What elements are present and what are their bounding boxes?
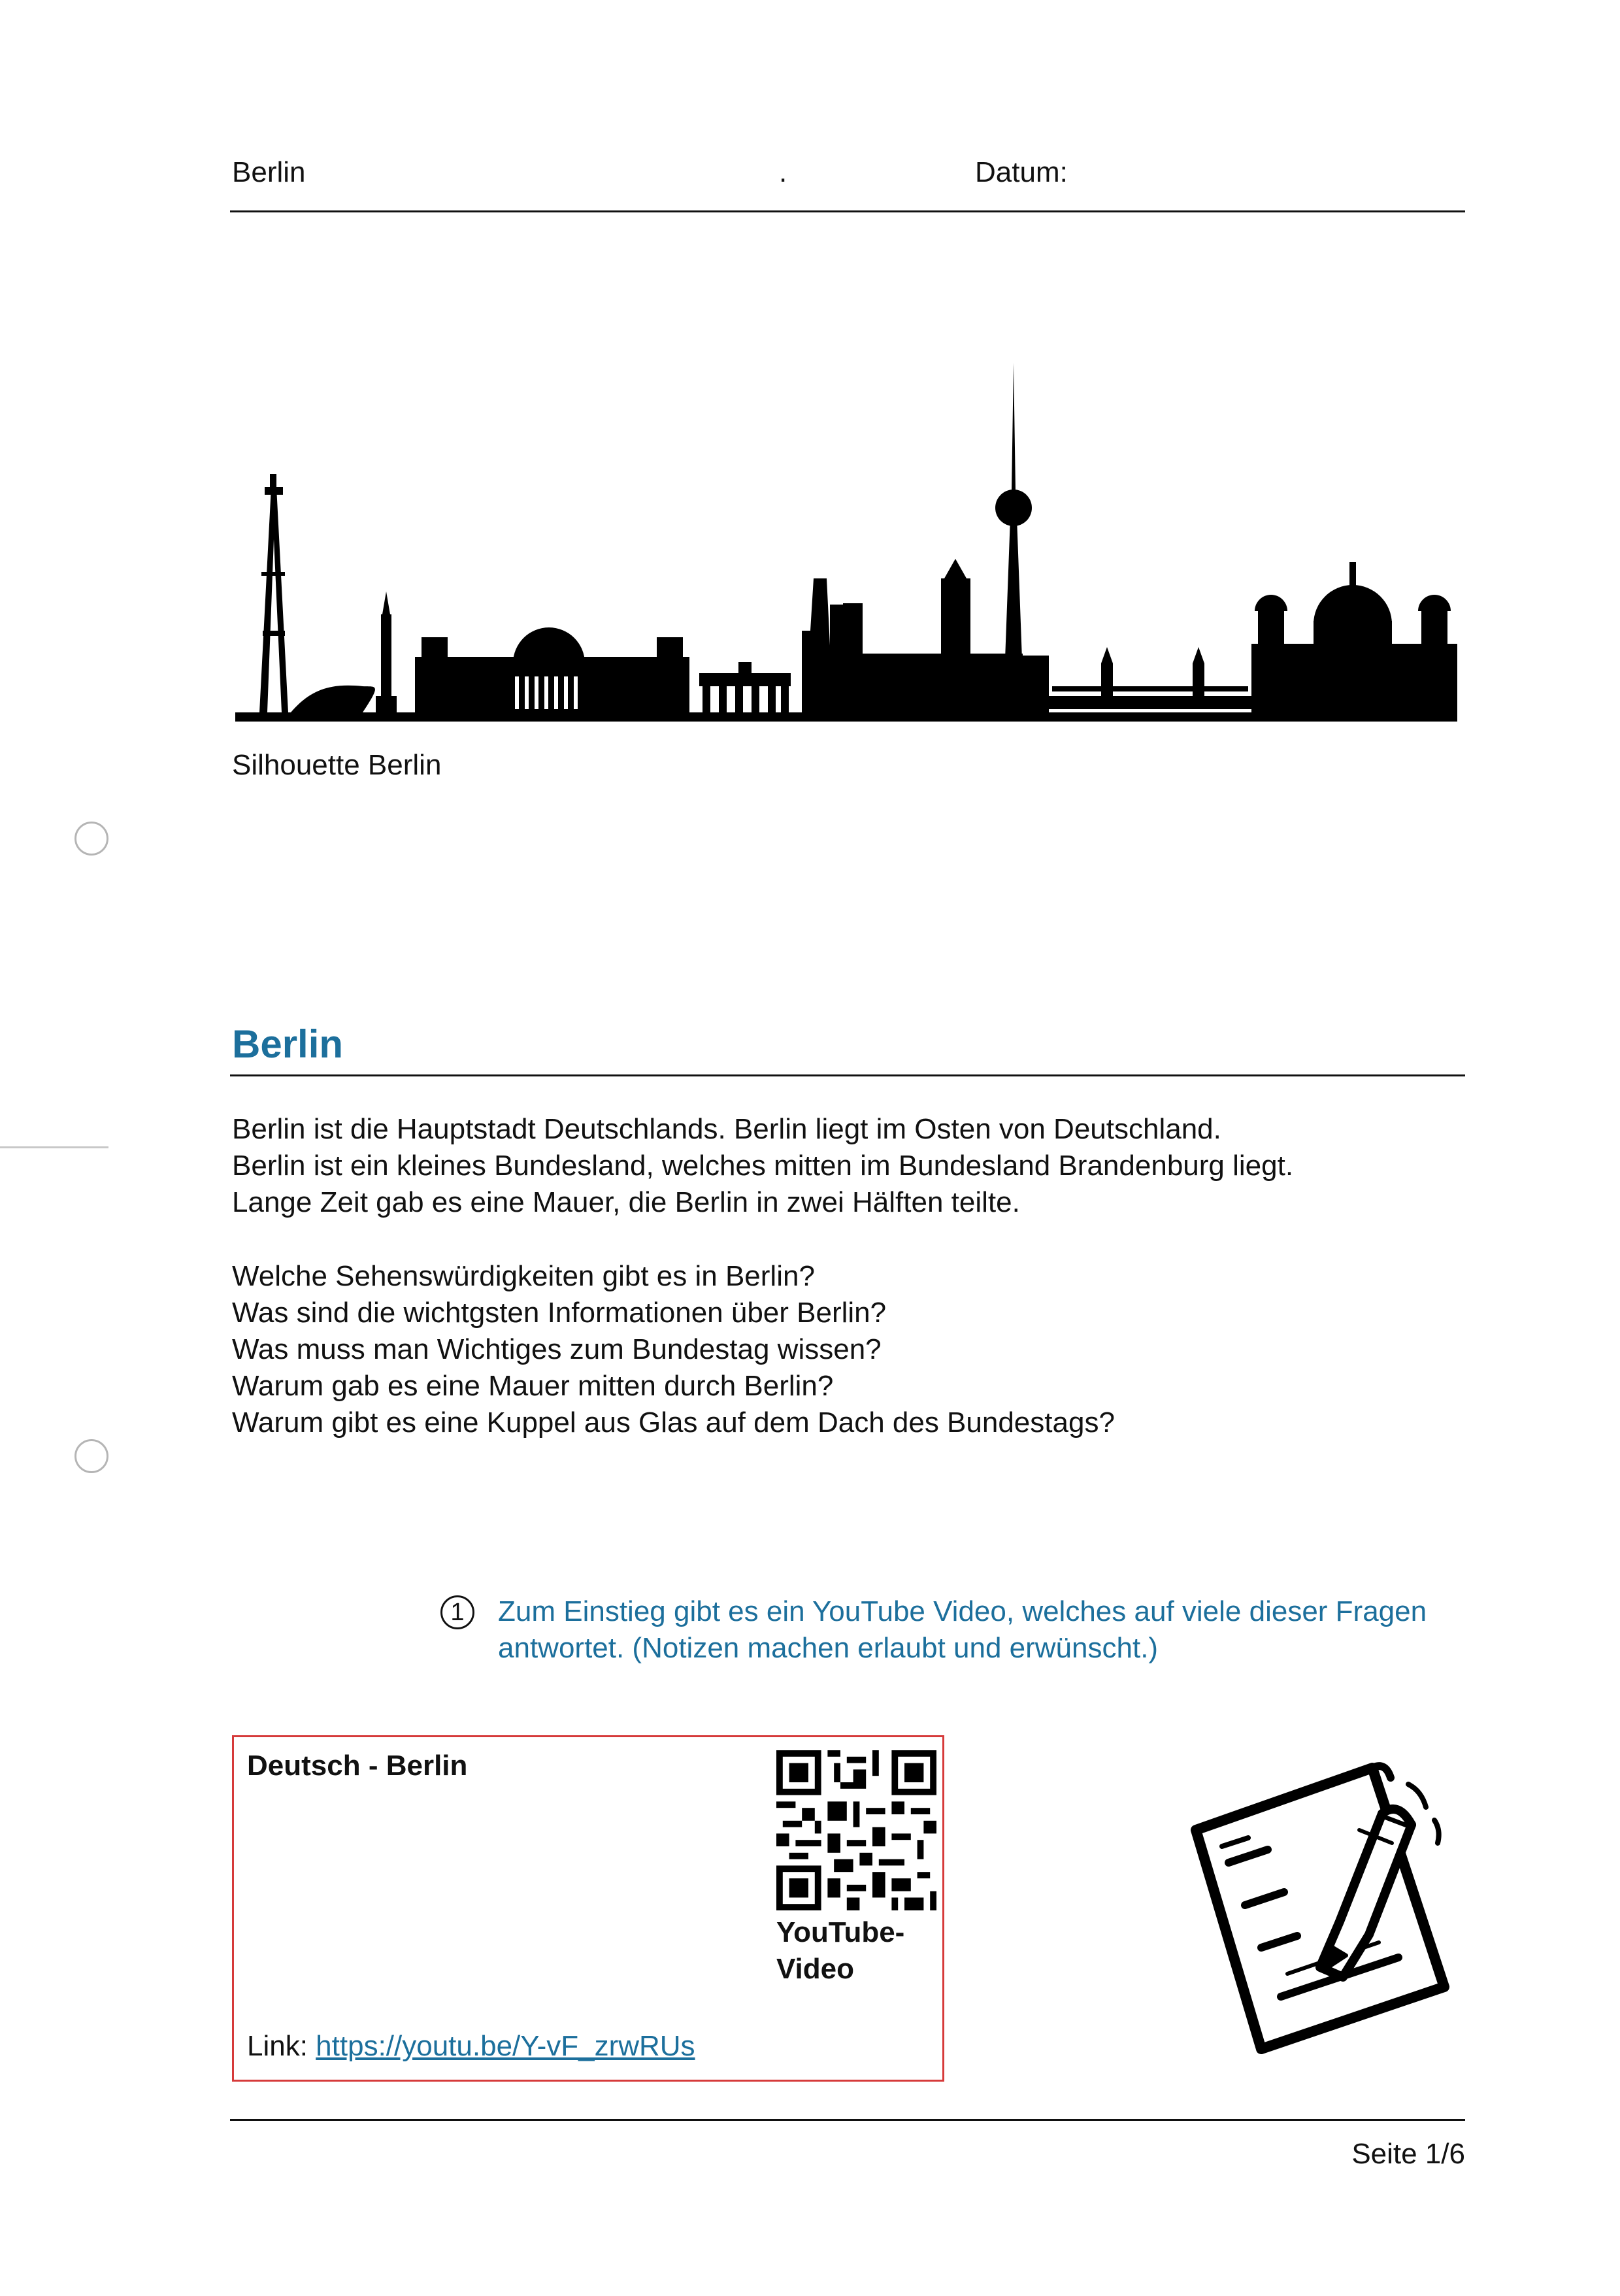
berlin-skyline-icon xyxy=(232,356,1461,735)
header-dot: . xyxy=(779,156,787,188)
task-text xyxy=(498,1593,1427,1667)
intro-line: Berlin ist ein kleines Bundesland, welches mitten im Bundesland Brandenburg liegt. xyxy=(232,1150,1294,1182)
video-link[interactable]: https://youtu.be/Y-vF_zrwRUs xyxy=(316,2030,695,2062)
punch-hole-icon xyxy=(74,822,108,856)
question-item: Warum gibt es eine Kuppel aus Glas auf dem Dach des Bundestags? xyxy=(232,1406,1115,1439)
intro-line: Berlin ist die Hauptstadt Deutschlands. Berlin liegt im Osten von Deutschland. xyxy=(232,1113,1221,1145)
question-list xyxy=(232,1258,1115,1441)
question-item: Warum gab es eine Mauer mitten durch Berlin? xyxy=(232,1370,834,1402)
qr-label-line-1: YouTube- xyxy=(776,1916,905,1948)
intro-line: Lange Zeit gab es eine Mauer, die Berlin in zwei Hälften teilte. xyxy=(232,1186,1020,1218)
task-number-badge: 1 xyxy=(440,1595,474,1629)
link-row xyxy=(247,2028,695,2065)
fold-mark xyxy=(0,1146,108,1148)
header-left: Berlin xyxy=(232,156,306,188)
header-rule xyxy=(230,210,1465,212)
section-title: Berlin xyxy=(232,1022,344,1066)
media-box xyxy=(232,1735,944,2082)
header-date-label: Datum: xyxy=(975,156,1068,188)
qr-code-icon[interactable] xyxy=(776,1750,936,1910)
question-item: Was sind die wichtgsten Informationen über Berlin? xyxy=(232,1297,887,1329)
question-item: Welche Sehenswürdigkeiten gibt es in Berlin? xyxy=(232,1260,815,1292)
notepad-pencil-icon xyxy=(1183,1752,1464,2059)
footer-rule xyxy=(230,2119,1465,2121)
task-line: Zum Einstieg gibt es ein YouTube Video, welches auf viele dieser Fragen xyxy=(498,1595,1427,1627)
qr-label-line-2: Video xyxy=(776,1953,855,1985)
punch-hole-icon xyxy=(74,1439,108,1473)
section-rule xyxy=(230,1074,1465,1076)
media-box-title: Deutsch - Berlin xyxy=(247,1750,468,1782)
page-number: Seite 1/6 xyxy=(1351,2138,1465,2170)
figure-caption: Silhouette Berlin xyxy=(232,749,442,781)
link-label: Link: xyxy=(247,2030,316,2062)
task-line: antwortet. (Notizen machen erlaubt und erwünscht.) xyxy=(498,1632,1159,1664)
question-item: Was muss man Wichtiges zum Bundestag wissen? xyxy=(232,1333,882,1365)
intro-paragraph xyxy=(232,1111,1293,1221)
